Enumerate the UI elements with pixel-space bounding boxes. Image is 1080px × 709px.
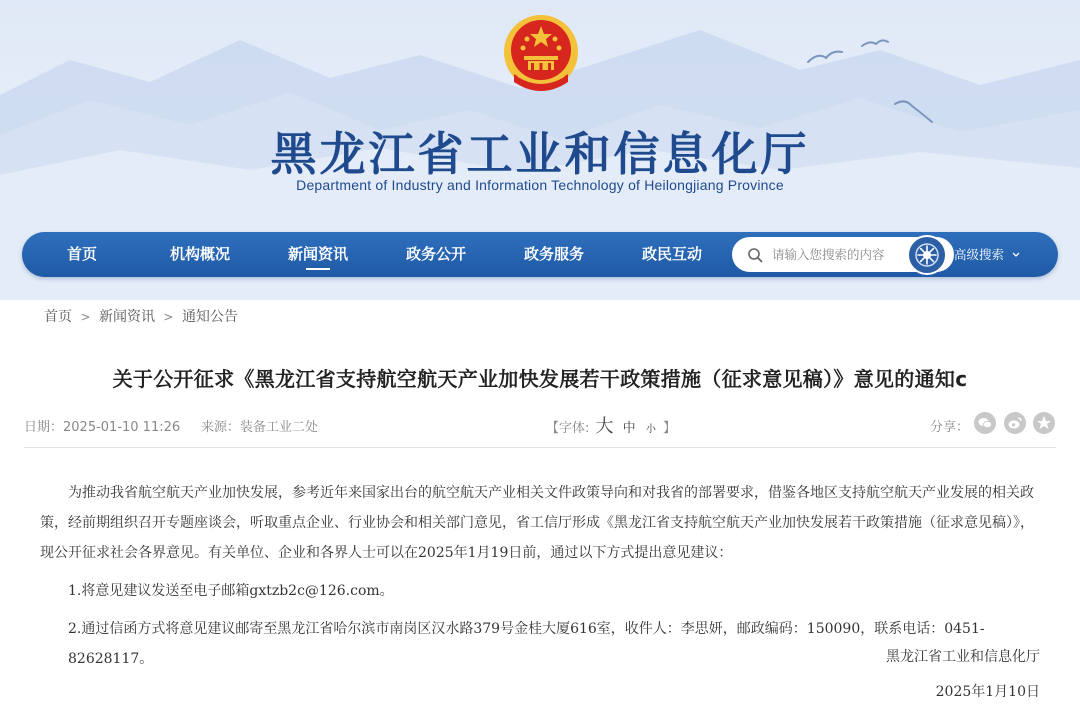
- font-size-label: 【字体:: [546, 421, 590, 436]
- font-size-medium[interactable]: 中: [622, 421, 636, 436]
- national-emblem-icon: [500, 12, 582, 100]
- article-body: [40, 478, 1040, 674]
- signature-date: 2025年1月10日: [935, 684, 1040, 700]
- font-size-large[interactable]: 大: [595, 416, 614, 437]
- article-list-item: 1.将意见建议发送至电子邮箱gxtzb2c@126.com。: [68, 583, 394, 599]
- site-subtitle: Department of Industry and Information Technology of Heilongjiang Province: [296, 177, 784, 193]
- share-label: 分享：: [930, 420, 970, 435]
- qzone-icon[interactable]: [1033, 412, 1055, 434]
- nav-item-interaction[interactable]: 政民互动: [641, 245, 702, 263]
- article-list-item: 2.通过信函方式将意见建议邮寄至黑龙江省哈尔滨市南岗区汉水路379号金桂大厦616室，收件人：李思妍，邮政编码：150090，联系电话：0451-82628117。: [68, 621, 985, 667]
- article-paragraph: 为推动我省航空航天产业加快发展，参考近年来国家出台的航空航天产业相关文件政策导向和对我省的部署要求，借鉴各地区支持航空航天产业发展的相关政策，经前期组织召开专题座谈会，听取重点企业、行业协会和相关部门意见，省工信厅形成《黑龙江省支持航空航天产业加快发展若干政策措施（征求意见稿）》，现公开征求社会各界意见。有关单位、企业和各界人士可以在2025年1月19日前，通过以下方式提出意见建议：: [40, 485, 1034, 561]
- font-size-close-bracket: 】: [662, 421, 676, 436]
- signature-organization: 黑龙江省工业和信息化厅: [886, 649, 1040, 665]
- main-nav: [22, 232, 1058, 277]
- search-button-icon: [909, 237, 945, 273]
- nav-item-news[interactable]: 新闻资讯: [263, 232, 373, 277]
- breadcrumb-news[interactable]: 新闻资讯: [98, 309, 155, 325]
- site-title: 黑龙江省工业和信息化厅: [270, 127, 810, 181]
- advanced-search-link[interactable]: [954, 232, 1021, 277]
- article-meta: [24, 416, 1060, 446]
- breadcrumb-separator: >: [80, 310, 91, 324]
- chevron-down-icon: [1011, 251, 1021, 259]
- weibo-icon[interactable]: [1004, 412, 1026, 434]
- search-icon: [747, 247, 763, 263]
- font-size-control: [546, 412, 676, 438]
- wechat-icon[interactable]: [974, 412, 996, 434]
- breadcrumb-separator: >: [163, 310, 174, 324]
- meta-divider: [24, 447, 1056, 448]
- article-source: 来源：装备工业二处: [201, 420, 319, 435]
- breadcrumb-notices[interactable]: 通知公告: [181, 309, 238, 325]
- nav-item-home[interactable]: 首页: [66, 245, 97, 263]
- breadcrumb: [44, 306, 238, 326]
- font-size-small[interactable]: 小: [645, 424, 656, 435]
- nav-item-gov-affairs[interactable]: 政务公开: [405, 245, 466, 263]
- search-button[interactable]: [907, 235, 947, 275]
- publish-date: 日期：2025-01-10 11:26: [24, 420, 181, 435]
- article-title: 关于公开征求《黑龙江省支持航空航天产业加快发展若干政策措施（征求意见稿）》意见的通知c: [112, 367, 968, 391]
- search-input[interactable]: [772, 244, 922, 265]
- advanced-search-label: 高级搜索: [954, 247, 1005, 262]
- nav-item-about[interactable]: 机构概况: [169, 245, 230, 263]
- breadcrumb-home[interactable]: 首页: [44, 309, 72, 325]
- nav-item-services[interactable]: 政务服务: [523, 245, 584, 263]
